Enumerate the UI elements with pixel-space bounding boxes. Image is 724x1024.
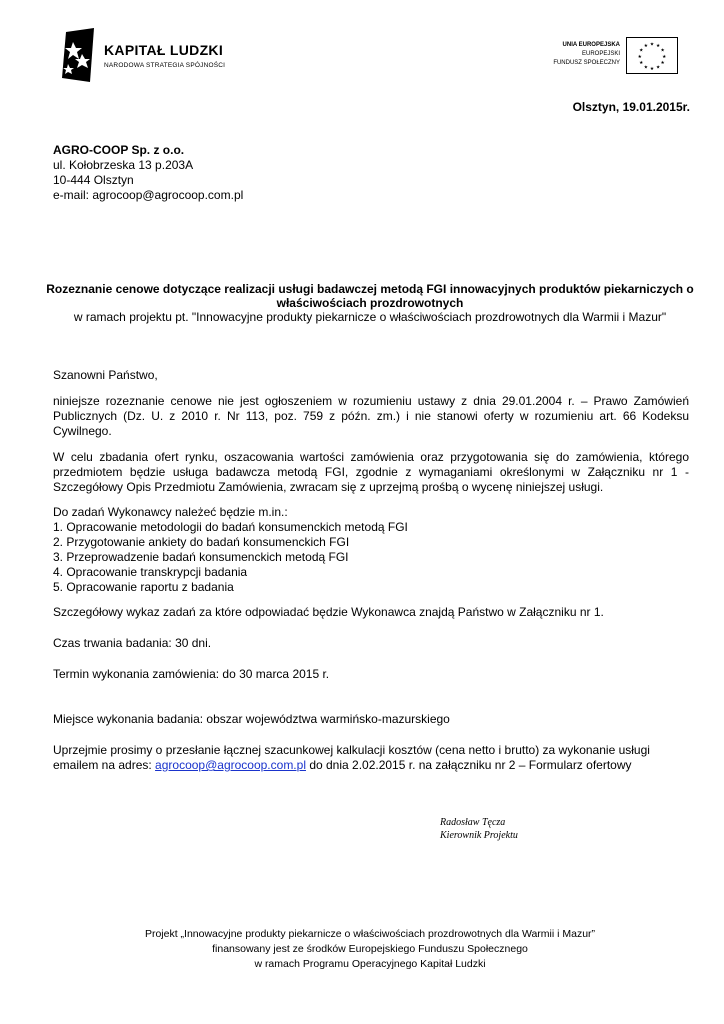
kapital-ludzki-logo [60,28,240,82]
svg-text:★: ★ [643,65,648,71]
svg-text:★: ★ [660,48,665,54]
request-text-before: Uprzejmie prosimy o przesłanie łącznej szacunkowej kalkulacji kosztów (cena netto i brutto) za wykonanie usługi emailem na adres: [53,743,650,772]
email-link[interactable]: agrocoop@agrocoop.com.pl [155,758,306,772]
footer-line-2: finansowany jest ze środków Europejskiego Funduszu Społecznego [212,943,528,955]
eu-text [553,41,620,68]
eu-line-1: UNIA EUROPEJSKA [562,42,620,48]
list-item: 5. Opracowanie raportu z badania [53,580,234,594]
letter-subject [40,282,700,324]
paragraph-place: Miejsce wykonania badania: obszar województwa warmińsko-mazurskiego [53,712,450,726]
eu-logo-block [520,37,678,75]
tasks-intro: Do zadań Wykonawcy należeć będzie m.in.: [53,505,288,519]
page-footer [40,927,700,972]
footer-line-1: Projekt „Innowacyjne produkty piekarnicze o właściwościach prozdrowotnych dla Warmii i Mazur” [144,928,596,940]
svg-text:★: ★ [639,48,644,54]
svg-text:★: ★ [660,61,665,67]
letter-date: Olsztyn, 19.01.2015r. [572,100,690,114]
list-item: 3. Przeprowadzenie badań konsumenckich metodą FGI [53,550,349,564]
footer-line-3: w ramach Programu Operacyjnego Kapitał Ludzki [254,958,486,970]
svg-text:★: ★ [649,42,655,48]
svg-text:★: ★ [637,54,642,60]
svg-text:★: ★ [643,44,648,50]
subject-project: w ramach projektu pt. "Innowacyjne produkty piekarnicze o właściwościach prozdrowotnych dla Warmii i Mazur" [73,310,667,324]
greeting: Szanowni Państwo, [53,368,158,382]
recipient-email: e-mail: agrocoop@agrocoop.com.pl [53,188,244,202]
recipient-name: AGRO-COOP Sp. z o.o. [53,143,185,157]
recipient-address [53,143,243,203]
eu-line-3: FUNDUSZ SPOŁECZNY [553,60,620,66]
request-text-after: do dnia 2.02.2015 r. na załączniku nr 2 – Formularz ofertowy [305,758,632,772]
recipient-city: 10-444 Olsztyn [53,173,134,187]
eu-flag-icon [626,37,678,74]
list-item: 4. Opracowanie transkrypcji badania [53,565,248,579]
svg-text:★: ★ [649,67,655,73]
svg-text:★: ★ [662,54,667,60]
paragraph-duration: Czas trwania badania: 30 dni. [53,636,212,650]
list-item: 1. Opracowanie metodologii do badań konsumenckich metodą FGI [53,520,408,534]
paragraph-details: Szczegółowy wykaz zadań za które odpowiadać będzie Wykonawca znajdą Państwo w Załączniku nr 1. [53,605,604,619]
eu-line-2: EUROPEJSKI [581,51,620,57]
svg-text:★: ★ [639,61,644,67]
signature-role: Kierownik Projektu [440,830,518,841]
paragraph-request [53,743,689,773]
logo-subtitle: NARODOWA STRATEGIA SPÓJNOŚCI [104,62,226,69]
svg-text:★: ★ [656,65,661,71]
paragraph-deadline: Termin wykonania zamówienia: do 30 marca 2015 r. [53,667,330,681]
subject-title: Rozeznanie cenowe dotyczące realizacji usługi badawczej metodą FGI innowacyjnych produktów piekarniczych o właściwościach prozdrowotnych [46,282,694,310]
paragraph-legal-notice: niniejsze rozeznanie cenowe nie jest ogłoszeniem w rozumieniu ustawy z dnia 29.01.2004 r. – Prawo Zamówień Publicznych (Dz. U. z 2010 r. Nr 113, poz. 759 z późn. zm.) i nie stanowi oferty w rozumieniu art. 66 Kodeksu Cywilnego. [53,394,689,438]
svg-text:★: ★ [656,44,661,50]
task-list [53,520,689,595]
logo-title: KAPITAŁ LUDZKI [104,42,224,58]
signature-name: Radosław Tęcza [440,817,506,828]
kapital-ludzki-mark-icon [60,28,98,82]
recipient-street: ul. Kołobrzeska 13 p.203A [53,158,194,172]
signature-block [440,816,518,842]
paragraph-purpose: W celu zbadania ofert rynku, oszacowania wartości zamówienia oraz przygotowania się do zamówienia, którego przedmiotem będzie usługa badawcza metodą FGI, zgodnie z wymaganiami określonymi w Załączniku nr 1 - Szczegółowy Opis Przedmiotu Zamówienia, zwracam się z uprzejmą prośbą o wycenę niniejszej usługi. [53,450,689,494]
list-item: 2. Przygotowanie ankiety do badań konsumenckich FGI [53,535,350,549]
